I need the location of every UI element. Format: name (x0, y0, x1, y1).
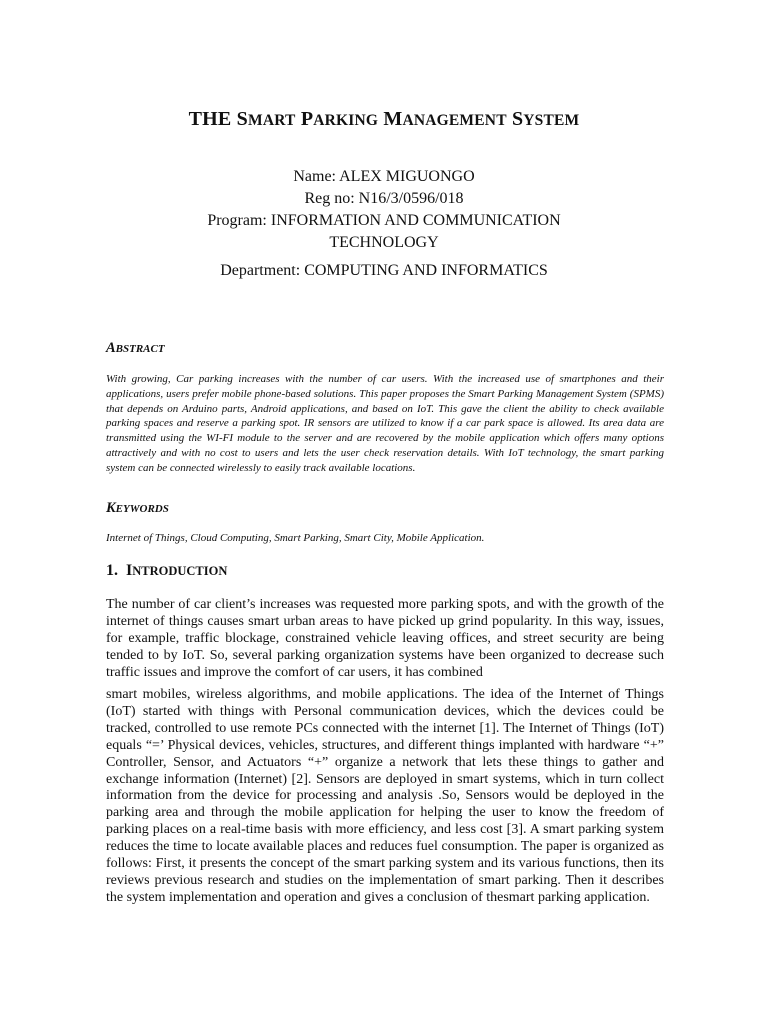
abstract-text: With growing, Car parking increases with the number of car users. With the increased use of smartphones and their applications, users prefer mobile phone-based solutions. This paper proposes the Smart Parking Management System (SPMS) that depends on Arduino parts, Android applications, and based on IoT. This gave the client the ability to check available parking spaces and reserve a parking spot. IR sensors are utilized to know if a car park space is allowed. Its area data are transmitted using the WI-FI module to the server and are recovered by the mobile application which offers many options attractively and with no cost to users and lets the user check reservation details. With IoT technology, the smart parking system can be connected wirelessly to easily track available locations. (106, 373, 664, 474)
introduction-heading-rest: NTRODUCTION (132, 564, 228, 578)
abstract-heading (106, 340, 165, 357)
title-word-4-cap: M (383, 108, 403, 130)
title-word-1: THE (188, 108, 232, 130)
title-word-3-cap: P (300, 108, 314, 130)
title-word-5-cap: S (511, 108, 524, 130)
keywords-text: Internet of Things, Cloud Computing, Smart Parking, Smart City, Mobile Application. (106, 532, 485, 544)
paper-title (0, 108, 768, 131)
keywords-heading-rest: EYWORDS (115, 503, 169, 515)
title-word-2-rest: MART (247, 112, 296, 129)
title-word-2-cap: S (236, 108, 248, 130)
title-word-3-rest: ARKING (313, 112, 379, 129)
title-word-5-rest: YSTEM (523, 112, 580, 129)
author-name: Name: ALEX MIGUONGO (293, 168, 475, 185)
introduction-paragraph-1: The number of car client’s increases was requested more parking spots, and with the growth of the internet of things causes smart urban areas to have picked up grind popularity. In this way, issues, for example, traffic blockage, constrained vehicle leaving offices, and street security are being tended to by IoT. So, several parking organization systems have been organized to decrease such traffic issues and improve the comfort of car users, it has combined (106, 597, 664, 680)
introduction-paragraph-2: smart mobiles, wireless algorithms, and mobile applications. The idea of the Internet of Things (IoT) started with things with Personal communication devices, which the devices could be tracked, controlled to use remote PCs connected with the internet [1]. The Internet of Things (IoT) equals “=’ Physical devices, vehicles, structures, and different things implanted with hardware “+” Controller, Sensor, and Actuators “+” organize a network that lets these things to gather and exchange information (Internet) [2]. Sensors are deployed in smart systems, which in turn collect information from the device for processing and analysis .So, Sensors would be deployed in the parking area and through the mobile application for helping the user to know the freedom of parking places on a real-time basis with more efficiency, and less cost [3]. A smart parking system reduces the time to locate available places and reduces fuel consumption. The paper is organized as follows: First, it presents the concept of the smart parking system and its various functions, then its reviews previous research and studies on the implementation of smart parking. Then it describes the system implementation and operation and gives a conclusion of thesmart parking application. (106, 687, 664, 905)
keywords-heading (106, 500, 169, 517)
title-word-4-rest: ANAGEMENT (402, 112, 507, 129)
introduction-heading (106, 562, 227, 580)
author-department: Department: COMPUTING AND INFORMATICS (220, 262, 548, 279)
author-program-line1: Program: INFORMATION AND COMMUNICATION (207, 212, 561, 229)
author-reg: Reg no: N16/3/0596/018 (304, 190, 464, 207)
author-program-line2: TECHNOLOGY (329, 234, 439, 251)
keywords-heading-cap: K (106, 500, 116, 516)
abstract-heading-cap: A (106, 340, 116, 356)
abstract-heading-rest: BSTRACT (115, 343, 165, 355)
introduction-heading-cap: I (126, 562, 133, 579)
introduction-number: 1. (106, 562, 118, 579)
author-block (150, 166, 618, 282)
